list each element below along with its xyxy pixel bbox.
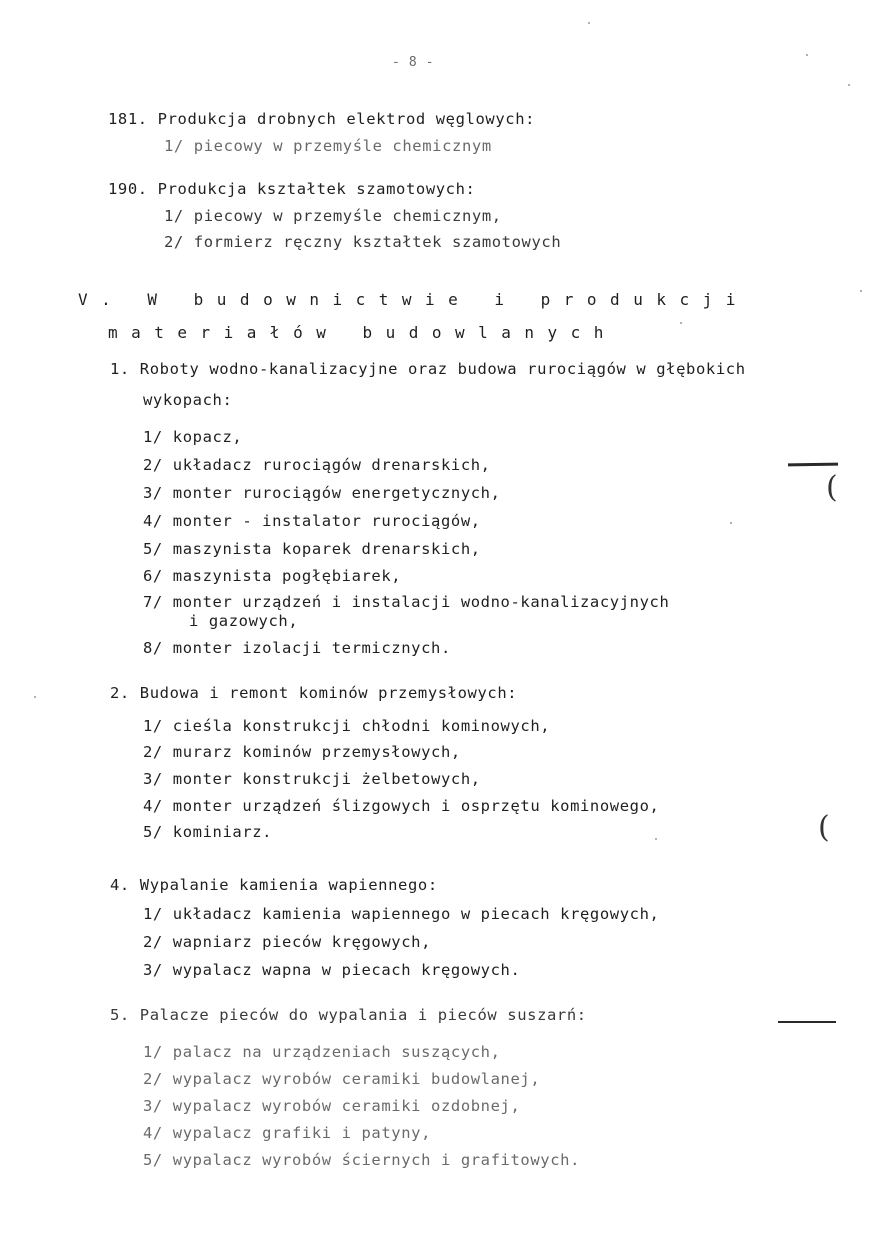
group-2-item: 3/ monter konstrukcji żelbetowych, xyxy=(143,770,481,788)
group-2-item: 1/ cieśla konstrukcji chłodni kominowych, xyxy=(143,717,551,735)
group-2-item: 2/ murarz kominów przemysłowych, xyxy=(143,743,461,761)
margin-scan-mark xyxy=(778,1021,836,1023)
section-190-item: 1/ piecowy w przemyśle chemicznym, xyxy=(164,207,502,225)
group-4-item: 3/ wypalacz wapna w piecach kręgowych. xyxy=(143,961,521,979)
section-190-title: 190. Produkcja kształtek szamotowych: xyxy=(108,180,476,198)
group-1-item: 2/ układacz rurociągów drenarskich, xyxy=(143,456,491,474)
margin-scan-mark xyxy=(788,463,838,467)
scan-speck xyxy=(680,322,682,324)
group-1-title: 1. Roboty wodno-kanalizacyjne oraz budowa rurociągów w głębokich xyxy=(110,360,746,378)
group-5-item: 2/ wypalacz wyrobów ceramiki budowlanej, xyxy=(143,1070,541,1088)
group-1-item: 8/ monter izolacji termicznych. xyxy=(143,639,451,657)
group-1-item: 1/ kopacz, xyxy=(143,428,243,446)
section-181-title: 181. Produkcja drobnych elektrod węglowych: xyxy=(108,110,536,128)
section-181-item: 1/ piecowy w przemyśle chemicznym xyxy=(164,137,492,155)
page-number: - 8 - xyxy=(392,55,435,70)
scan-speck xyxy=(860,290,862,292)
margin-curl-mark: ( xyxy=(826,470,838,505)
part-v-heading-line1: V. W budownictwie i produkcji xyxy=(78,290,749,309)
group-1-item: 4/ monter - instalator rurociągów, xyxy=(143,512,481,530)
group-1-item: 7/ monter urządzeń i instalacji wodno-kanalizacyjnych xyxy=(143,593,670,611)
group-2-item: 5/ kominiarz. xyxy=(143,823,273,841)
group-4-item: 1/ układacz kamienia wapiennego w piecach kręgowych, xyxy=(143,905,660,923)
group-1-item-cont: i gazowych, xyxy=(189,612,299,630)
group-5-item: 3/ wypalacz wyrobów ceramiki ozdobnej, xyxy=(143,1097,521,1115)
scan-speck xyxy=(34,696,36,698)
scan-speck xyxy=(588,22,590,24)
group-2-item: 4/ monter urządzeń ślizgowych i osprzętu kominowego, xyxy=(143,797,660,815)
group-1-title-cont: wykopach: xyxy=(143,391,233,409)
scan-speck xyxy=(806,54,808,56)
group-4-title: 4. Wypalanie kamienia wapiennego: xyxy=(110,876,438,894)
scan-speck xyxy=(730,522,732,524)
part-v-heading-line2: materiałów budowlanych xyxy=(108,323,617,342)
group-1-item: 6/ maszynista pogłębiarek, xyxy=(143,567,402,585)
group-5-item: 4/ wypalacz grafiki i patyny, xyxy=(143,1124,432,1142)
group-1-item: 3/ monter rurociągów energetycznych, xyxy=(143,484,501,502)
group-5-title: 5. Palacze pieców do wypalania i pieców suszarń: xyxy=(110,1006,587,1024)
margin-curl-mark: ( xyxy=(818,810,830,845)
group-5-item: 5/ wypalacz wyrobów ściernych i grafitowych. xyxy=(143,1151,580,1169)
group-5-item: 1/ palacz na urządzeniach suszących, xyxy=(143,1043,501,1061)
group-4-item: 2/ wapniarz pieców kręgowych, xyxy=(143,933,432,951)
group-1-item: 5/ maszynista koparek drenarskich, xyxy=(143,540,481,558)
scan-speck xyxy=(848,84,850,86)
scan-speck xyxy=(655,838,657,840)
group-2-title: 2. Budowa i remont kominów przemysłowych: xyxy=(110,684,518,702)
section-190-item: 2/ formierz ręczny kształtek szamotowych xyxy=(164,233,562,251)
